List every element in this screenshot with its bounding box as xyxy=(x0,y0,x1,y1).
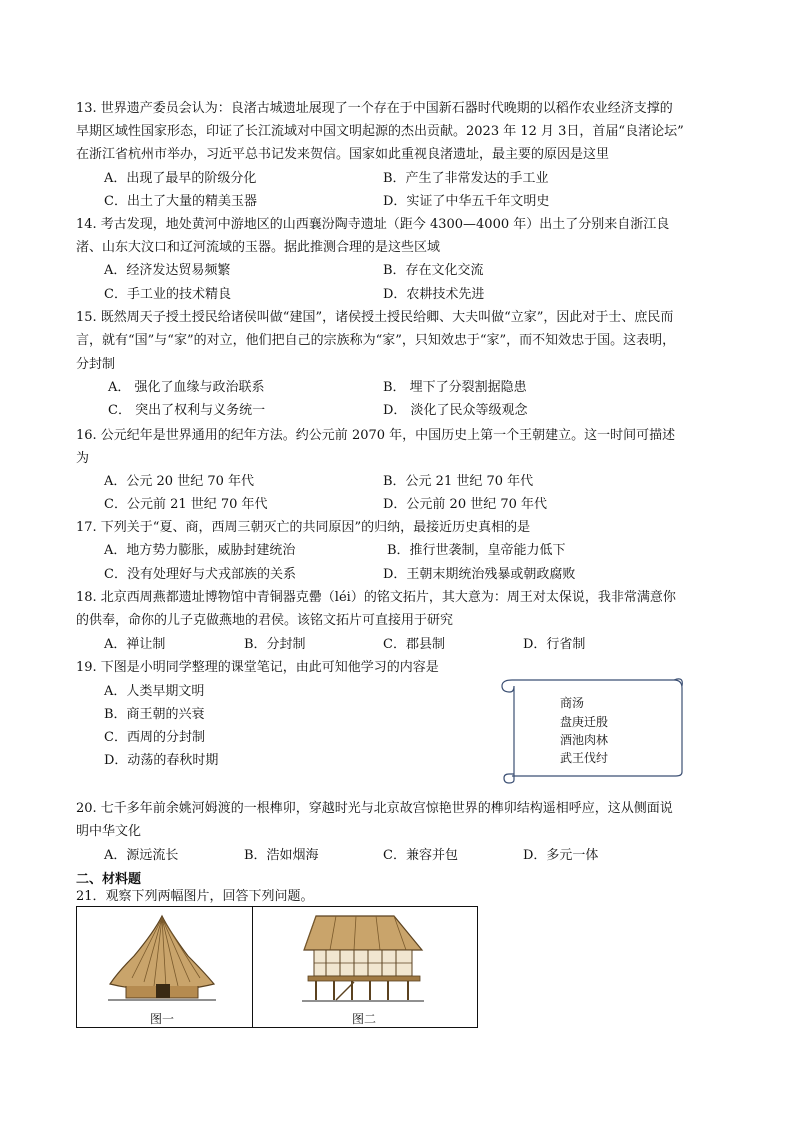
q16-line-2: 为 xyxy=(76,451,90,466)
q13-option-d[interactable]: D．实证了中华五千年文明史 xyxy=(383,194,550,209)
q14-option-a[interactable]: A．经济发达贸易频繁 xyxy=(104,263,231,278)
q15-line-1: 15. 既然周天子授土授民给诸侯叫做“建国”，诸侯授土授民给卿、大夫叫做“立家”，因此对于士、庶民而 xyxy=(76,310,674,325)
scroll-note-line: 盘庚迁殷 xyxy=(560,715,609,729)
q13-option-c[interactable]: C．出土了大量的精美玉器 xyxy=(104,194,257,209)
q14-option-b[interactable]: B．存在文化交流 xyxy=(383,263,484,278)
figure-divider xyxy=(252,906,253,1028)
figure-1-caption: 图一 xyxy=(150,1012,175,1026)
q19-option-d[interactable]: D．动荡的春秋时期 xyxy=(104,753,219,768)
q20-line-1: 20. 七千多年前余姚河姆渡的一根榫卯，穿越时光与北京故宫惊艳世界的榫卯结构遥相呼应，这从侧面说 xyxy=(76,801,673,816)
q15-line-3: 分封制 xyxy=(76,357,116,372)
q17-option-d[interactable]: D．王朝末期统治残暴或朝政腐败 xyxy=(383,567,576,582)
q17-line-1: 17. 下列关于“夏、商，西周三朝灭亡的共同原因”的归纳，最接近历史真相的是 xyxy=(76,520,531,535)
q15-option-c[interactable]: C． 突出了权利与义务统一 xyxy=(108,403,266,418)
scroll-note-line: 武王伐纣 xyxy=(560,751,609,765)
q20-line-2: 明中华文化 xyxy=(76,824,142,839)
q17-option-a[interactable]: A．地方势力膨胀，威胁封建统治 xyxy=(104,543,296,558)
q13-option-a[interactable]: A．出现了最早的阶级分化 xyxy=(104,171,257,186)
q16-line-1: 16. 公元纪年是世界通用的纪年方法。约公元前 2070 年，中国历史上第一个王朝建立。这一时间可描述 xyxy=(76,428,676,443)
q15-option-b[interactable]: B． 埋下了分裂割据隐患 xyxy=(383,380,527,395)
q15-line-2: 言，就有“国”与“家”的对立，他们把自己的宗族称为“家”，只知效忠于“家”，而不知效忠于国。这表明， xyxy=(76,333,676,348)
q14-line-1: 14. 考古发现，地处黄河中游地区的山西襄汾陶寺遗址（距今 4300—4000 年）出土了分别来自浙江良 xyxy=(76,217,670,232)
q18-option-b[interactable]: B．分封制 xyxy=(244,637,306,652)
q16-option-a[interactable]: A．公元 20 世纪 70 年代 xyxy=(104,474,255,489)
q15-option-d[interactable]: D． 淡化了民众等级观念 xyxy=(383,403,528,418)
scroll-note-line: 商汤 xyxy=(560,696,585,710)
section-title: 二、材料题 xyxy=(76,872,142,887)
q16-option-c[interactable]: C．公元前 21 世纪 70 年代 xyxy=(104,497,268,512)
q16-option-b[interactable]: B．公元 21 世纪 70 年代 xyxy=(383,474,534,489)
q20-option-c[interactable]: C．兼容并包 xyxy=(383,848,458,863)
q18-option-a[interactable]: A．禅让制 xyxy=(104,637,166,652)
scroll-note-line: 酒池肉林 xyxy=(560,733,609,747)
q19-option-b[interactable]: B．商王朝的兴衰 xyxy=(104,707,205,722)
q20-option-a[interactable]: A．源远流长 xyxy=(104,848,179,863)
q13-line-3: 在浙江省杭州市举办，习近平总书记发来贺信。国家如此重视良渚遗址，最主要的原因是这里 xyxy=(76,147,610,162)
q19-option-a[interactable]: A．人类早期文明 xyxy=(104,684,205,699)
q13-line-1: 13. 世界遗产委员会认为：良渚古城遗址展现了一个存在于中国新石器时代晚期的以稻作农业经济支撑的 xyxy=(76,101,673,116)
stilt-house-icon xyxy=(296,910,430,1004)
q19-line-1: 19. 下图是小明同学整理的课堂笔记，由此可知他学习的内容是 xyxy=(76,660,439,675)
q13-option-b[interactable]: B．产生了非常发达的手工业 xyxy=(383,171,549,186)
q18-line-2: 的供奉，命你的儿子克做燕地的君侯。该铭文拓片可直接用于研究 xyxy=(76,613,454,628)
q20-option-b[interactable]: B．浩如烟海 xyxy=(244,848,319,863)
q14-option-d[interactable]: D．农耕技术先进 xyxy=(383,287,485,302)
q18-line-1: 18. 北京西周燕都遗址博物馆中青铜器克罍（léi）的铭文拓片，其大意为：周王对太保说，我非常满意你 xyxy=(76,590,676,605)
figure-2-caption: 图二 xyxy=(352,1012,377,1026)
q19-option-c[interactable]: C．西周的分封制 xyxy=(104,730,205,745)
thatched-hut-icon xyxy=(104,912,220,1004)
q21-line-1: 21．观察下列两幅图片，回答下列问题。 xyxy=(76,889,314,904)
q17-option-c[interactable]: C．没有处理好与犬戎部族的关系 xyxy=(104,567,296,582)
q14-line-2: 渚、山东大汶口和辽河流域的玉器。据此推测合理的是这些区域 xyxy=(76,240,441,255)
q18-option-c[interactable]: C．郡县制 xyxy=(383,637,445,652)
q18-option-d[interactable]: D．行省制 xyxy=(523,637,586,652)
q16-option-d[interactable]: D．公元前 20 世纪 70 年代 xyxy=(383,497,548,512)
q14-option-c[interactable]: C．手工业的技术精良 xyxy=(104,287,231,302)
q20-option-d[interactable]: D．多元一体 xyxy=(523,848,599,863)
q15-option-a[interactable]: A． 强化了血缘与政治联系 xyxy=(108,380,265,395)
q13-line-2: 早期区域性国家形态，印证了长江流域对中国文明起源的杰出贡献。2023 年 12 月 3日，首届“良渚论坛” xyxy=(76,124,684,139)
q17-option-b[interactable]: B．推行世袭制，皇帝能力低下 xyxy=(387,543,566,558)
